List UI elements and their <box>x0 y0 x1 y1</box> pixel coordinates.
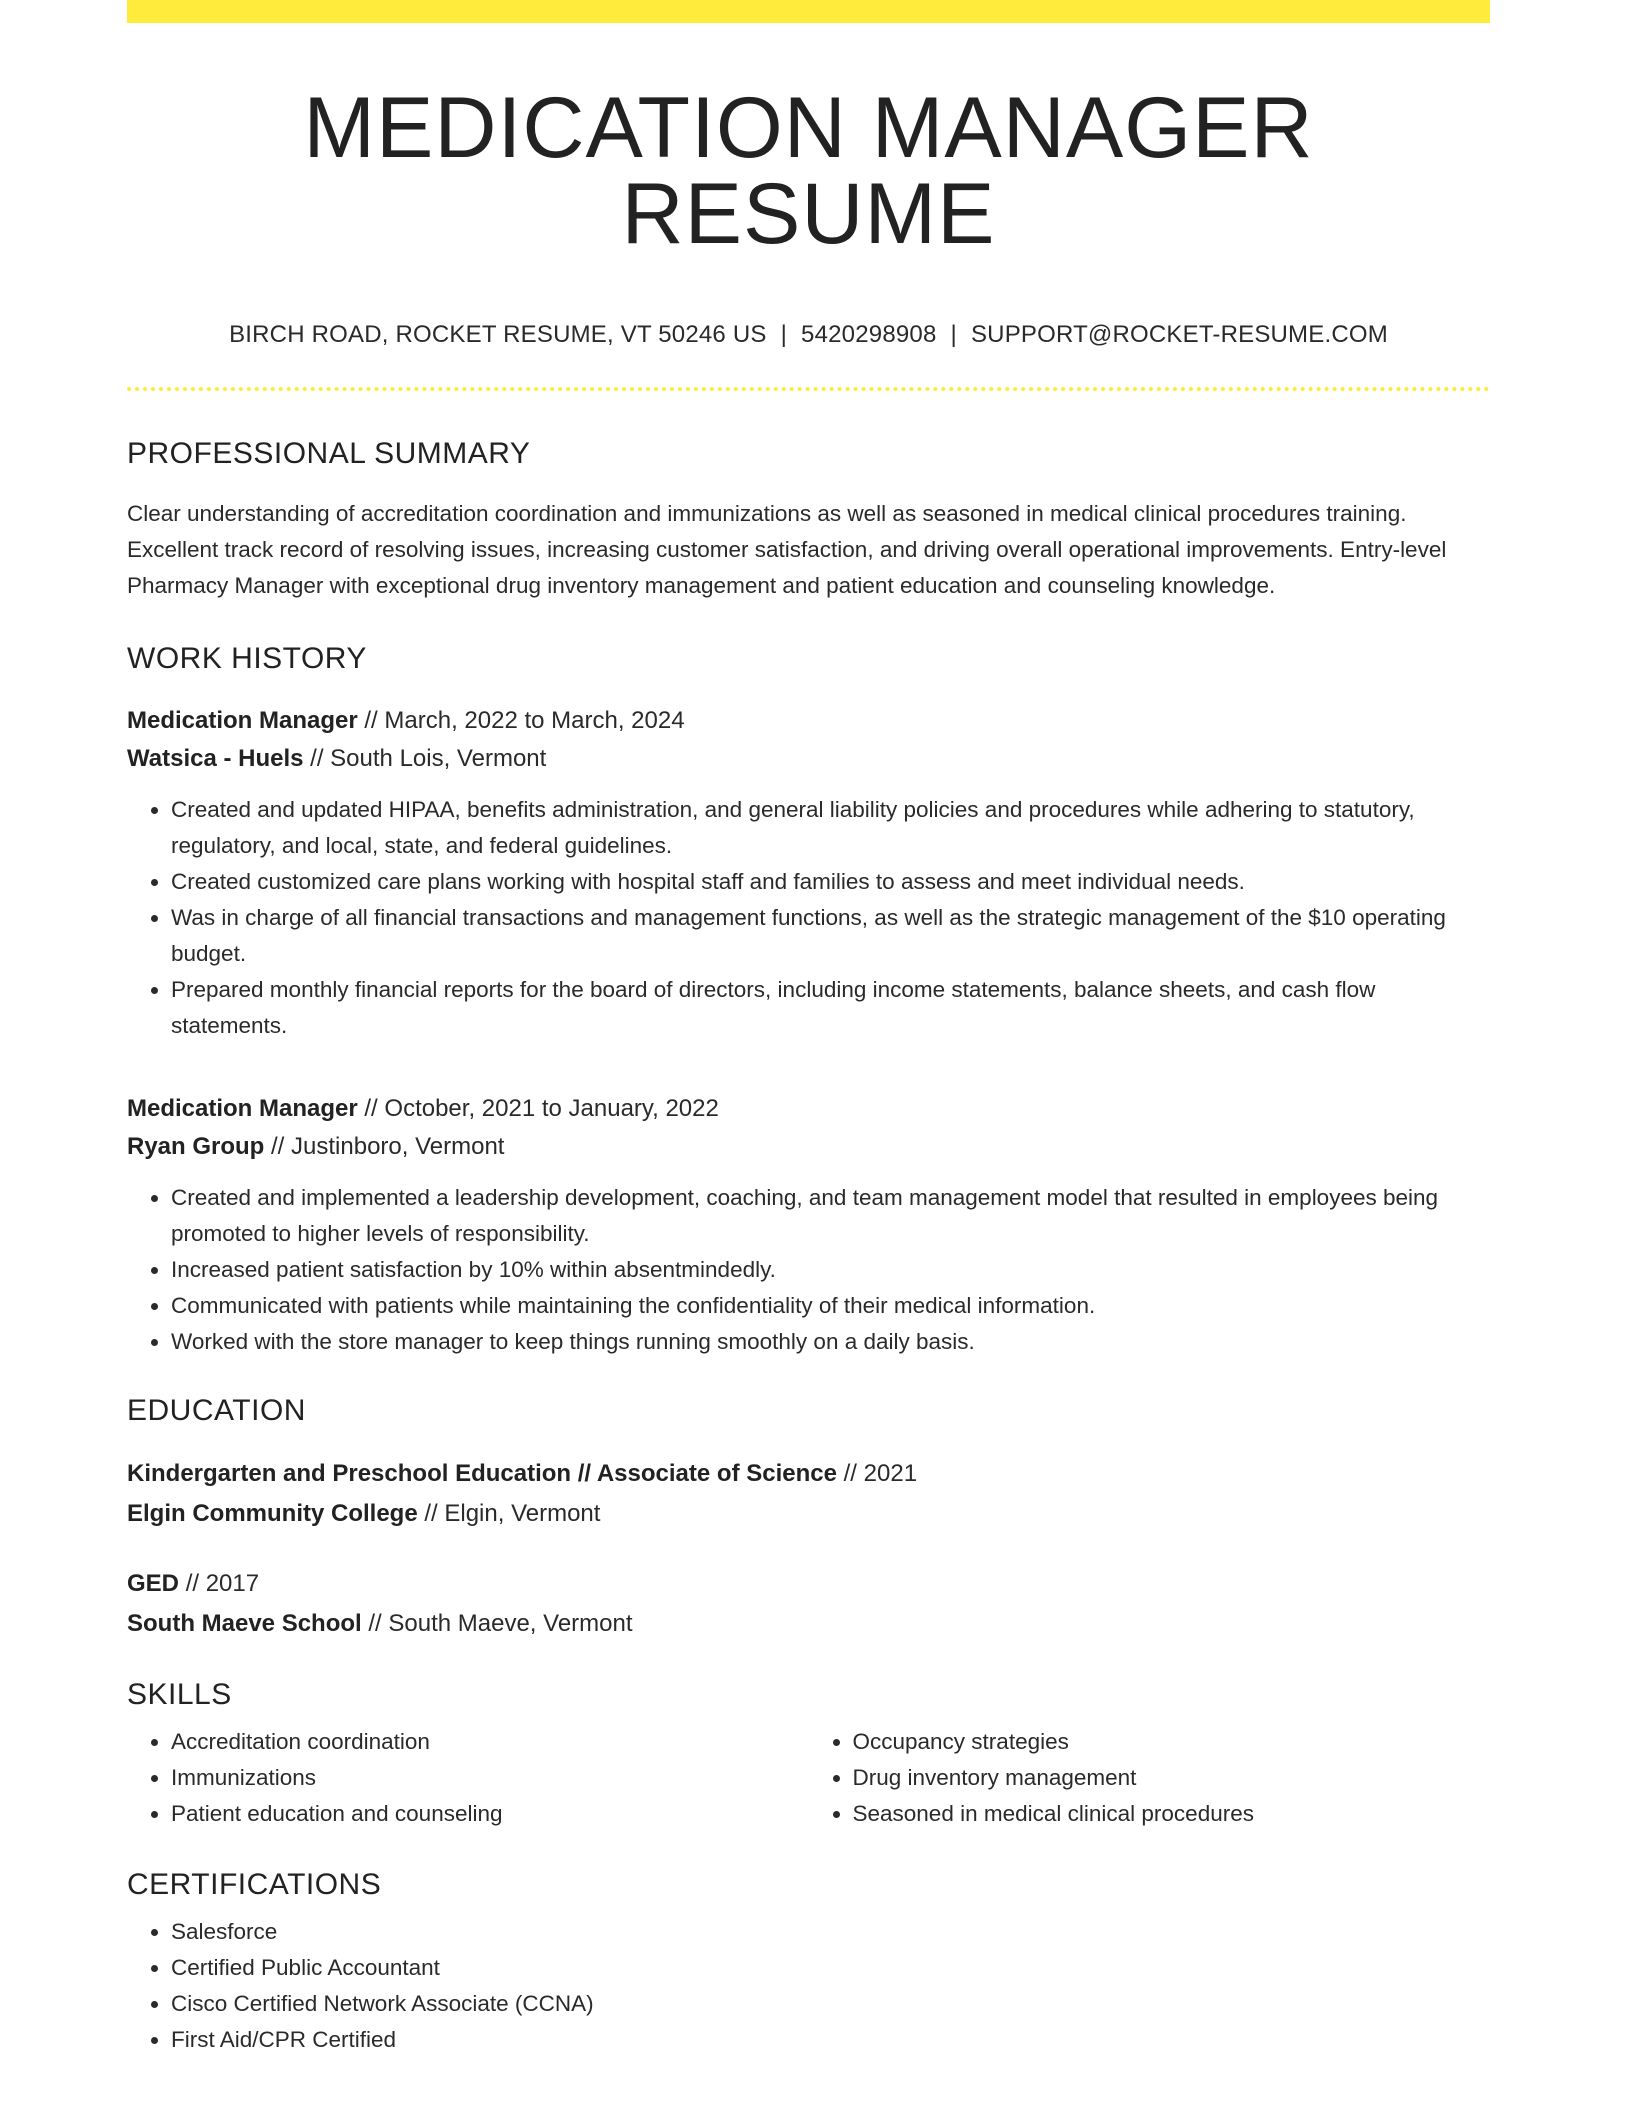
job-company-line <box>127 1128 1490 1166</box>
job-bullet: • Created and updated HIPAA, benefits administration, and general liability policies and procedures while adhering to statutory, regulatory, and local, state, and federal guidelines. <box>171 792 1490 864</box>
job-bullets <box>127 792 1490 1044</box>
job-title: Medication Manager <box>127 1095 358 1122</box>
skill-item: • Patient education and counseling <box>171 1796 809 1832</box>
certifications-list <box>127 1914 1490 2058</box>
contact-separator: | <box>950 321 957 348</box>
job-location: // Justinboro, Vermont <box>271 1133 505 1160</box>
contact-address: BIRCH ROAD, ROCKET RESUME, VT 50246 US <box>229 321 767 348</box>
skills-grid <box>127 1724 1490 1832</box>
contact-separator: | <box>780 321 788 348</box>
contact-phone: 5420298908 <box>801 321 937 348</box>
job-bullet: • Communicated with patients while maintaining the confidentiality of their medical information. <box>171 1288 1490 1324</box>
resume-page <box>127 0 1490 2058</box>
skill-item: • Occupancy strategies <box>853 1724 1491 1760</box>
education-entry <box>127 1454 1490 1534</box>
contact-email: SUPPORT@ROCKET-RESUME.COM <box>970 321 1388 348</box>
education-degree: Kindergarten and Preschool Education // Associate of Science <box>127 1460 837 1487</box>
resume-title: MEDICATION MANAGER RESUME <box>303 80 1314 262</box>
contact-line <box>127 323 1490 347</box>
skills-column-right <box>809 1724 1491 1832</box>
education-year: // 2021 <box>843 1460 918 1487</box>
summary-text: Clear understanding of accreditation coordination and immunizations as well as seasoned in medical clinical procedures training. Excellent track record of resolving issues, increasing customer satisfaction, and driving overall operational improvements. Entry-level Pharmacy Manager with exceptional drug inventory management and patient education and counseling knowledge. <box>127 501 1447 598</box>
education-entry <box>127 1564 1490 1644</box>
skill-item: • Drug inventory management <box>853 1760 1491 1796</box>
job-dates: // October, 2021 to January, 2022 <box>364 1095 719 1122</box>
job-entry <box>127 702 1490 1044</box>
education-degree: GED <box>127 1570 180 1597</box>
section-heading-certifications: CERTIFICATIONS <box>127 1868 382 1901</box>
job-title: Medication Manager <box>127 707 358 734</box>
job-bullet: • Created and implemented a leadership development, coaching, and team management model that resulted in employees being promoted to higher levels of responsibility. <box>171 1180 1490 1252</box>
section-heading-summary: PROFESSIONAL SUMMARY <box>127 437 531 470</box>
education-school-line <box>127 1494 1490 1534</box>
section-heading-education: EDUCATION <box>127 1394 306 1427</box>
job-bullet: • Created customized care plans working with hospital staff and families to assess and meet individual needs. <box>171 864 1490 900</box>
job-company: Ryan Group <box>127 1133 265 1160</box>
education-location: // South Maeve, Vermont <box>368 1610 633 1637</box>
education-degree-line <box>127 1454 1490 1494</box>
section-heading-skills: SKILLS <box>127 1678 232 1711</box>
education-year: // 2017 <box>185 1570 260 1597</box>
job-company: Watsica - Huels <box>127 745 304 772</box>
job-bullet: • Increased patient satisfaction by 10% within absentmindedly. <box>171 1252 1490 1288</box>
job-company-line <box>127 740 1490 778</box>
dotted-divider <box>127 387 1490 391</box>
education-school: South Maeve School <box>127 1610 362 1637</box>
job-bullet: • Prepared monthly financial reports for the board of directors, including income statements, balance sheets, and cash flow statements. <box>171 972 1490 1044</box>
skill-item: • Accreditation coordination <box>171 1724 809 1760</box>
job-title-line <box>127 702 1490 740</box>
accent-bar <box>127 0 1490 23</box>
certification-item: • Salesforce <box>171 1914 1490 1950</box>
certification-item: • Cisco Certified Network Associate (CCNA) <box>171 1986 1490 2022</box>
skill-item: • Seasoned in medical clinical procedures <box>853 1796 1491 1832</box>
job-location: // South Lois, Vermont <box>310 745 547 772</box>
certification-item: • Certified Public Accountant <box>171 1950 1490 1986</box>
job-bullet: • Was in charge of all financial transactions and management functions, as well as the strategic management of the $10 operating budget. <box>171 900 1490 972</box>
job-dates: // March, 2022 to March, 2024 <box>364 707 685 734</box>
skills-column-left <box>127 1724 809 1832</box>
job-entry <box>127 1090 1490 1360</box>
certification-item: • First Aid/CPR Certified <box>171 2022 1490 2058</box>
section-heading-work-history: WORK HISTORY <box>127 642 367 675</box>
job-bullet: • Worked with the store manager to keep things running smoothly on a daily basis. <box>171 1324 1490 1360</box>
job-title-line <box>127 1090 1490 1128</box>
education-location: // Elgin, Vermont <box>424 1500 601 1527</box>
education-school-line <box>127 1604 1490 1644</box>
job-bullets <box>127 1180 1490 1360</box>
education-school: Elgin Community College <box>127 1500 418 1527</box>
skill-item: • Immunizations <box>171 1760 809 1796</box>
education-degree-line <box>127 1564 1490 1604</box>
